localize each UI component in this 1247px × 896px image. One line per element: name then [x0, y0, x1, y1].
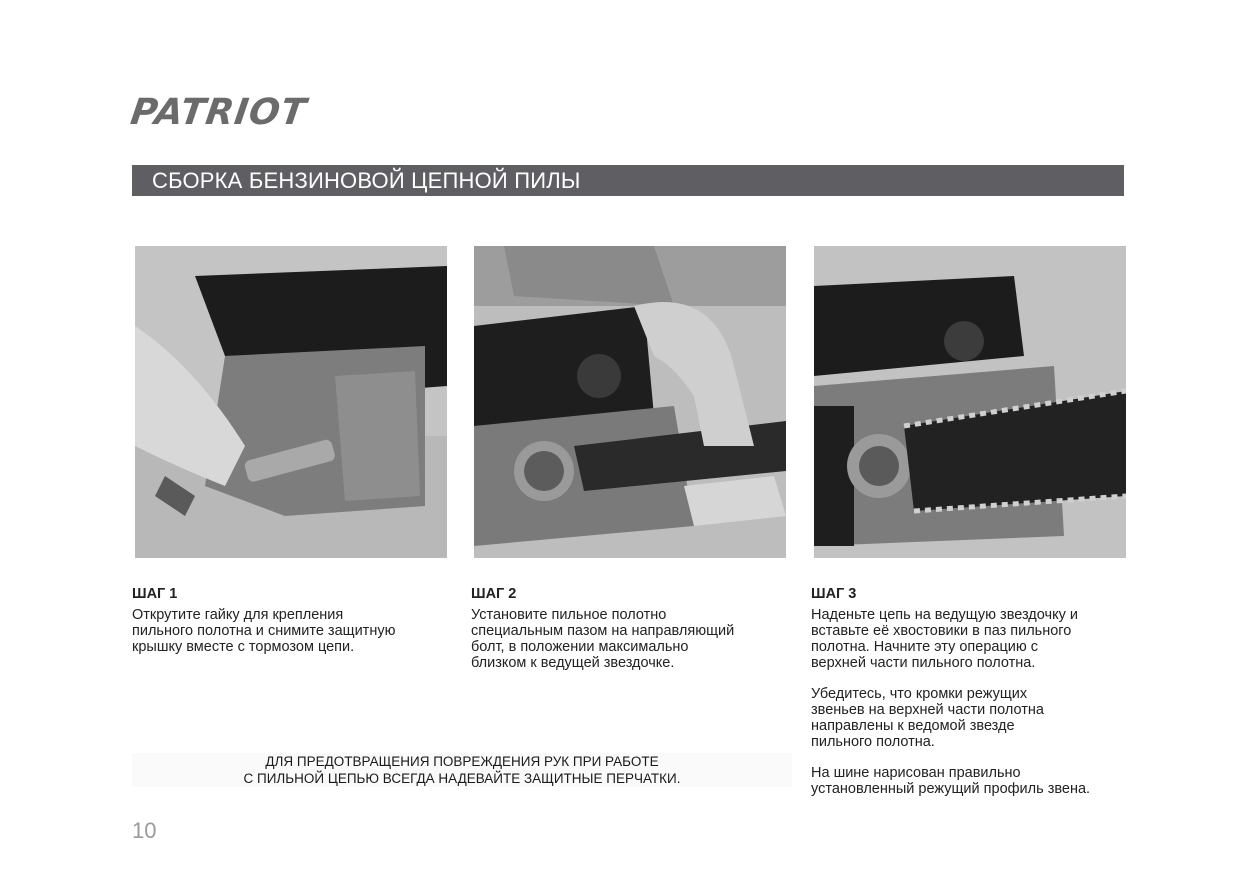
step-2-text: Установите пильное полотно специальным пазом на направляющий болт, в положении максимально близком к ведущей звездочке. [471, 607, 735, 671]
step-2-block [471, 586, 791, 686]
step-1-block [132, 586, 452, 670]
step-3-text-1: Наденьте цепь на ведущую звездочку и вставьте её хвостовики в паз пильного полотна. Начните эту операцию с верхней части пильного полотна. [811, 607, 1078, 671]
step-1-title: ШАГ 1 [132, 586, 178, 602]
section-title-bar [132, 165, 1124, 196]
step-3-text-2: Убедитесь, что кромки режущих звеньев на верхней части полотна направлены к ведомой звезде пильного полотна. [811, 686, 1044, 750]
step-2-photo [474, 246, 786, 558]
step-3-photo [814, 246, 1126, 558]
brand-logo: PATRIOT [128, 92, 310, 133]
step-2-title: ШАГ 2 [471, 586, 517, 602]
section-title: СБОРКА БЕНЗИНОВОЙ ЦЕПНОЙ ПИЛЫ [152, 168, 581, 193]
warning-line-1: ДЛЯ ПРЕДОТВРАЩЕНИЯ ПОВРЕЖДЕНИЯ РУК ПРИ РАБОТЕ [265, 754, 659, 769]
page-number: 10 [132, 818, 157, 843]
step-3-title: ШАГ 3 [811, 586, 857, 602]
step-3-text-3: На шине нарисован правильно установленный режущий профиль звена. [811, 765, 1091, 797]
safety-warning [132, 753, 792, 787]
step-1-photo [135, 246, 447, 558]
step-3-block [811, 586, 1131, 812]
warning-line-2: С ПИЛЬНОЙ ЦЕПЬЮ ВСЕГДА НАДЕВАЙТЕ ЗАЩИТНЫЕ ПЕРЧАТКИ. [243, 771, 681, 786]
step-1-text: Открутите гайку для крепления пильного полотна и снимите защитную крышку вместе с тормозом цепи. [132, 607, 396, 655]
